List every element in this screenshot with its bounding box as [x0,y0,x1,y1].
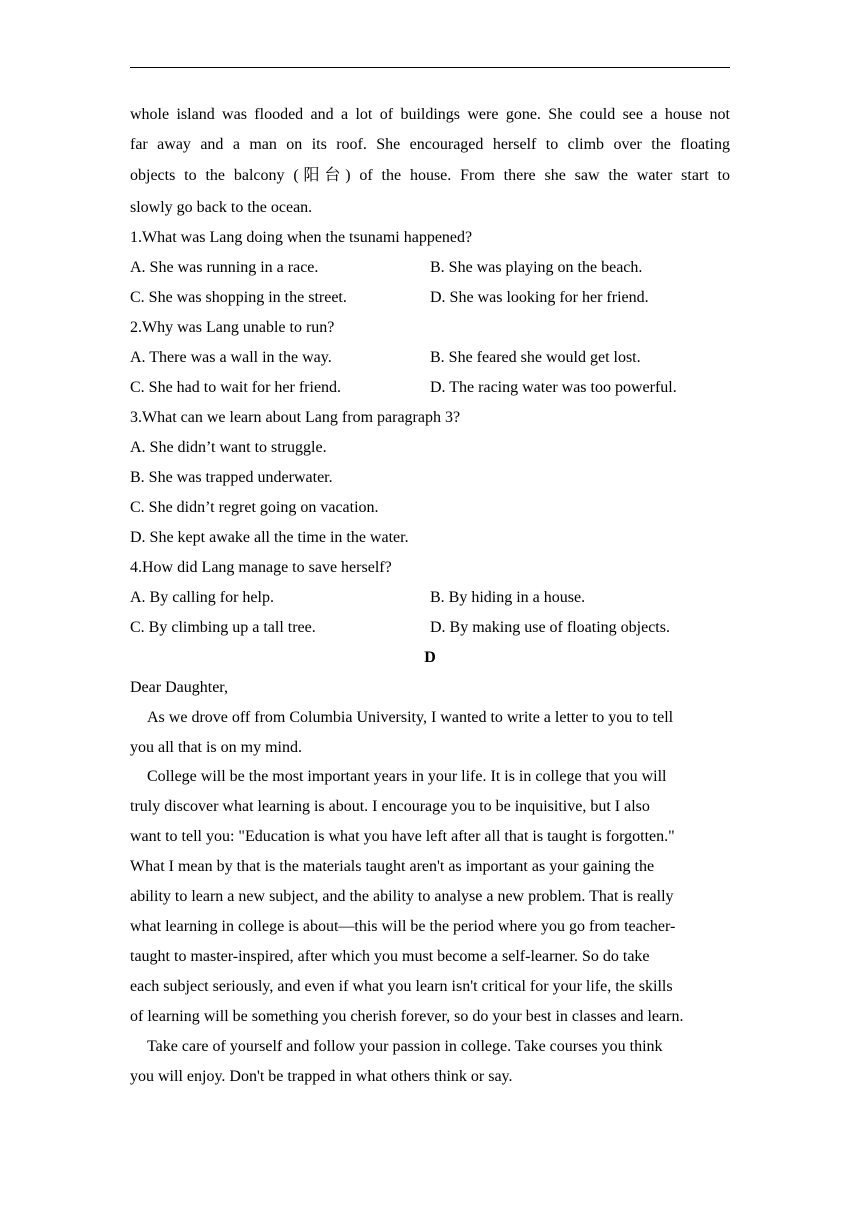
letter-line: of learning will be something you cherish forever, so do your best in classes and learn. [130,1008,684,1025]
passage-line: slowly go back to the ocean. [130,199,313,216]
option-b: B. She was playing on the beach. [430,259,643,276]
letter-line: each subject seriously, and even if what you learn isn't critical for your life, the skills [130,978,673,995]
letter-line: want to tell you: "Education is what you have left after all that is taught is forgotten." [130,828,675,845]
option-a: A. There was a wall in the way. [130,349,332,366]
option-b: B. She was trapped underwater. [130,469,333,486]
question-stem: 4.How did Lang manage to save herself? [130,559,392,576]
letter-salutation: Dear Daughter, [130,679,228,696]
question-stem: 2.Why was Lang unable to run? [130,319,335,336]
letter-line: ability to learn a new subject, and the ability to analyse a new problem. That is really [130,888,674,905]
question-stem: 3.What can we learn about Lang from paragraph 3? [130,409,461,426]
passage-line: objects to the balcony (阳台) of the house. From there she saw the water start to [130,167,730,184]
option-d: D. The racing water was too powerful. [430,379,677,396]
header-rule [130,67,730,68]
option-c: C. She was shopping in the street. [130,289,347,306]
letter-line: what learning in college is about—this will be the period where you go from teacher- [130,918,676,935]
option-d: D. She was looking for her friend. [430,289,649,306]
option-c: C. By climbing up a tall tree. [130,619,316,636]
option-a: A. She was running in a race. [130,259,319,276]
letter-line: College will be the most important years in your life. It is in college that you will [147,768,667,785]
option-b: B. She feared she would get lost. [430,349,641,366]
option-b: B. By hiding in a house. [430,589,586,606]
option-a: A. She didn’t want to struggle. [130,439,327,456]
passage-line: far away and a man on its roof. She encouraged herself to climb over the floating [130,136,730,153]
option-d: D. She kept awake all the time in the water. [130,529,409,546]
letter-line: Take care of yourself and follow your passion in college. Take courses you think [147,1038,663,1055]
letter-line: What I mean by that is the materials taught aren't as important as your gaining the [130,858,655,875]
section-heading: D [424,649,436,666]
letter-line: taught to master-inspired, after which you must become a self-learner. So do take [130,948,650,965]
letter-line: you will enjoy. Don't be trapped in what others think or say. [130,1068,513,1085]
option-a: A. By calling for help. [130,589,274,606]
letter-line: As we drove off from Columbia University, I wanted to write a letter to you to tell [147,709,674,726]
option-c: C. She had to wait for her friend. [130,379,342,396]
letter-line: you all that is on my mind. [130,739,302,756]
passage-line: whole island was flooded and a lot of buildings were gone. She could see a house not [130,106,730,123]
option-c: C. She didn’t regret going on vacation. [130,499,379,516]
question-stem: 1.What was Lang doing when the tsunami happened? [130,229,473,246]
option-d: D. By making use of floating objects. [430,619,670,636]
letter-line: truly discover what learning is about. I encourage you to be inquisitive, but I also [130,798,650,815]
